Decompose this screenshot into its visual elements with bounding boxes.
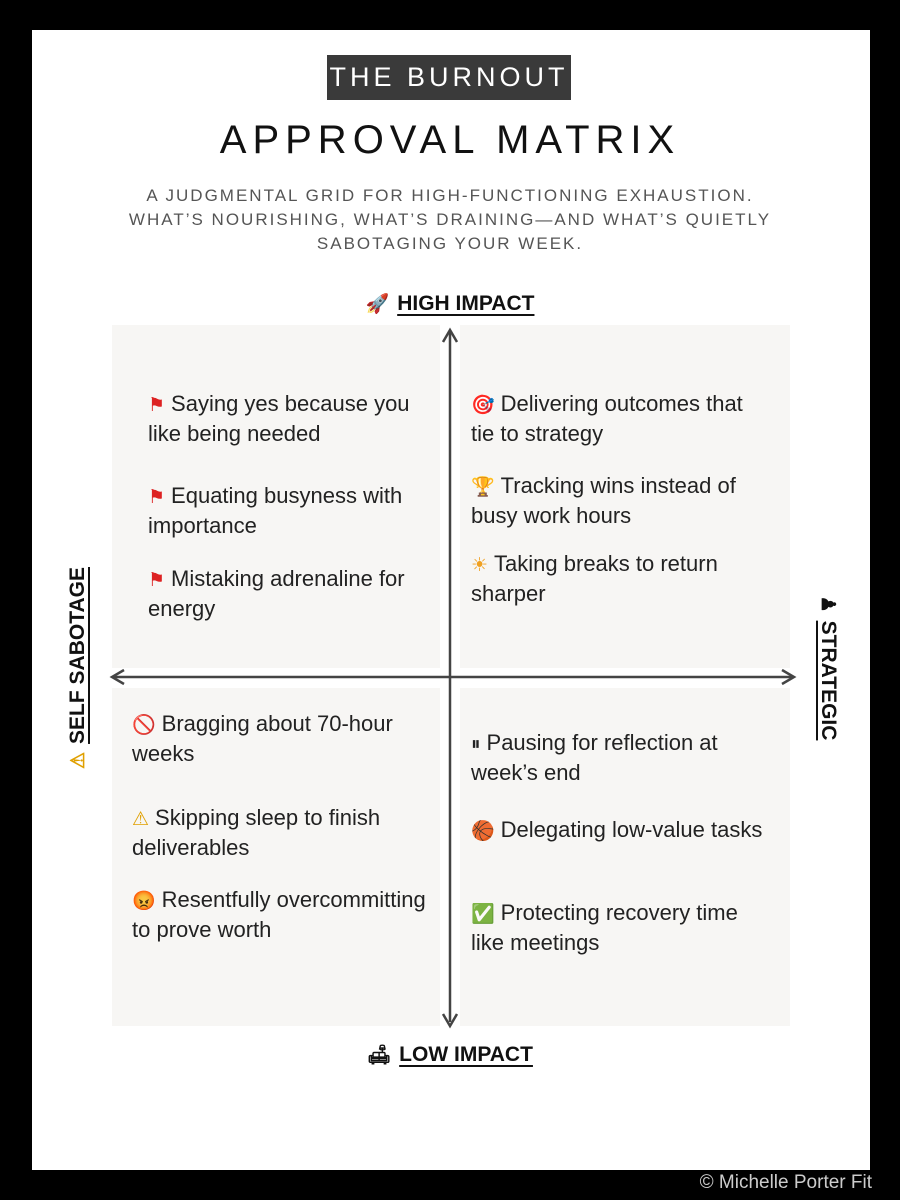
sun-icon: ☀ — [471, 555, 489, 576]
check-icon: ✅ — [471, 904, 495, 925]
list-item-text: Equating busyness with importance — [148, 483, 403, 538]
subtitle: A JUDGMENTAL GRID FOR HIGH-FUNCTIONING EXHAUSTION. WHAT’S NOURISHING, WHAT’S DRAINING—AND WHAT’S QUIETLY SABOTAGING YOUR WEEK. — [128, 186, 772, 253]
rocket-icon: 🚀 — [365, 294, 390, 315]
target-icon: 🎯 — [471, 395, 495, 416]
list-item-text: Taking breaks to return sharper — [471, 551, 718, 606]
prohibited-icon: 🚫 — [132, 715, 156, 736]
red-flag-icon: ⚑ — [148, 395, 166, 416]
list-item — [471, 899, 771, 957]
list-item-text: Tracking wins instead of busy work hours — [471, 473, 736, 528]
copyright-credit: © Michelle Porter Fit — [699, 1172, 872, 1193]
red-flag-icon: ⚑ — [148, 487, 166, 508]
axis-label-left-text: SELF SABOTAGE — [66, 567, 89, 744]
list-item-text: Protecting recovery time like meetings — [471, 900, 738, 955]
list-item-text: Delivering outcomes that tie to strategy — [471, 391, 743, 446]
sofa-icon: 🛋 — [367, 1045, 392, 1066]
list-item-text: Saying yes because you like being needed — [148, 391, 410, 446]
chess-pawn-icon: ♟ — [817, 595, 838, 613]
trophy-icon: 🏆 — [471, 477, 495, 498]
list-item — [471, 816, 771, 846]
axis-label-right — [816, 596, 840, 741]
axis-label-bottom-text: LOW IMPACT — [399, 1043, 533, 1066]
list-item-text: Pausing for reflection at week’s end — [471, 730, 718, 785]
pause-icon: ⏸ — [471, 734, 481, 755]
warning-icon: ⚠ — [132, 809, 150, 830]
list-item-text: Bragging about 70-hour weeks — [132, 711, 393, 766]
axis-label-right-text: STRATEGIC — [817, 620, 840, 741]
warning-icon: ⚠ — [68, 751, 89, 769]
basketball-icon: 🏀 — [471, 821, 495, 842]
list-item — [148, 565, 428, 623]
axis-label-top-text: HIGH IMPACT — [397, 292, 535, 315]
axis-label-left — [66, 567, 90, 769]
list-item — [471, 390, 771, 448]
list-item — [132, 710, 422, 768]
kicker-label: THE BURNOUT — [327, 55, 571, 100]
list-item — [148, 390, 428, 448]
list-item-text: Skipping sleep to finish deliverables — [132, 805, 381, 860]
page-title: APPROVAL MATRIX — [219, 118, 681, 162]
list-item — [148, 482, 428, 540]
list-item — [132, 886, 432, 944]
red-flag-icon: ⚑ — [148, 570, 166, 591]
list-item — [471, 729, 771, 787]
list-item — [471, 472, 771, 530]
axis-label-bottom — [0, 1043, 900, 1067]
angry-face-icon: 😡 — [132, 891, 156, 912]
list-item-text: Resentfully overcommitting to prove worth — [132, 887, 426, 942]
list-item — [471, 550, 776, 608]
list-item-text: Mistaking adrenaline for energy — [148, 566, 405, 621]
list-item-text: Delegating low-value tasks — [500, 817, 763, 842]
list-item — [132, 804, 432, 862]
